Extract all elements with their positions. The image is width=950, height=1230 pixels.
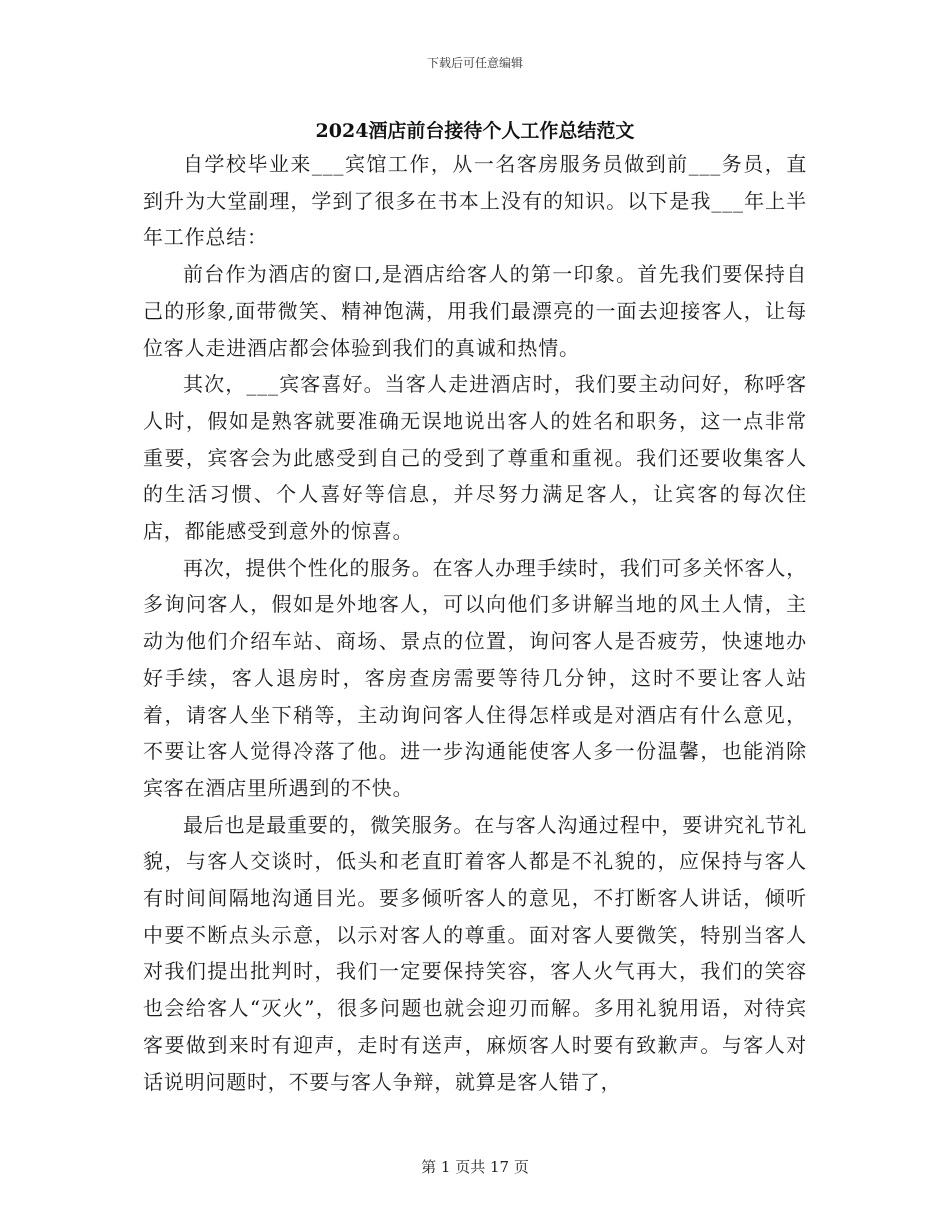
page-header-note: 下载后可任意编辑 <box>426 56 523 70</box>
body-paragraph: 再次，提供个性化的服务。在客人办理手续时，我们可多关怀客人，多询问客人，假如是外地客人，可以向他们多讲解当地的风土人情，主动为他们介绍车站、商场、景点的位置，询问客人是否疲劳，快速地办好手续，客人退房时，客房查房需要等待几分钟，这时不要让客人站着，请客人坐下稍等，主动询问客人住得怎样或是对酒店有什么意见，不要让客人觉得冷落了他。进一步沟通能使客人多一份温馨，也能消除宾客在酒店里所遇到的不快。 <box>143 555 807 800</box>
document-body <box>143 146 807 1100</box>
body-paragraph: 前台作为酒店的窗口,是酒店给客人的第一印象。首先我们要保持自己的形象,面带微笑、精神饱满，用我们最漂亮的一面去迎接客人，让每位客人走进酒店都会体验到我们的真诚和热情。 <box>143 262 807 360</box>
page-number: 第 1 页共 17 页 <box>421 1158 529 1176</box>
body-paragraph: 最后也是最重要的，微笑服务。在与客人沟通过程中，要讲究礼节礼貌，与客人交谈时，低头和老直盯着客人都是不礼貌的，应保持与客人有时间间隔地沟通目光。要多倾听客人的意见，不打断客人讲话，倾听中要不断点头示意，以示对客人的尊重。面对客人要微笑，特别当客人对我们提出批判时，我们一定要保持笑容，客人火气再大，我们的笑容也会给客人“灭火”，很多问题也就会迎刃而解。多用礼貌用语，对待宾客要做到来时有迎声，走时有送声，麻烦客人时要有致歉声。与客人对话说明问题时，不要与客人争辩，就算是客人错了， <box>143 812 807 1094</box>
body-paragraph: 自学校毕业来___宾馆工作，从一名客房服务员做到前___务员，直到升为大堂副理，学到了很多在书本上没有的知识。以下是我___年上半年工作总结： <box>143 152 807 250</box>
document-title: 2024酒店前台接待个人工作总结范文 <box>315 120 635 142</box>
body-paragraph: 其次，___宾客喜好。当客人走进酒店时，我们要主动问好，称呼客人时，假如是熟客就要准确无误地说出客人的姓名和职务，这一点非常重要，宾客会为此感受到自己的受到了尊重和重视。我们还要收集客人的生活习惯、个人喜好等信息，并尽努力满足客人，让宾客的每次住店，都能感受到意外的惊喜。 <box>143 372 807 544</box>
